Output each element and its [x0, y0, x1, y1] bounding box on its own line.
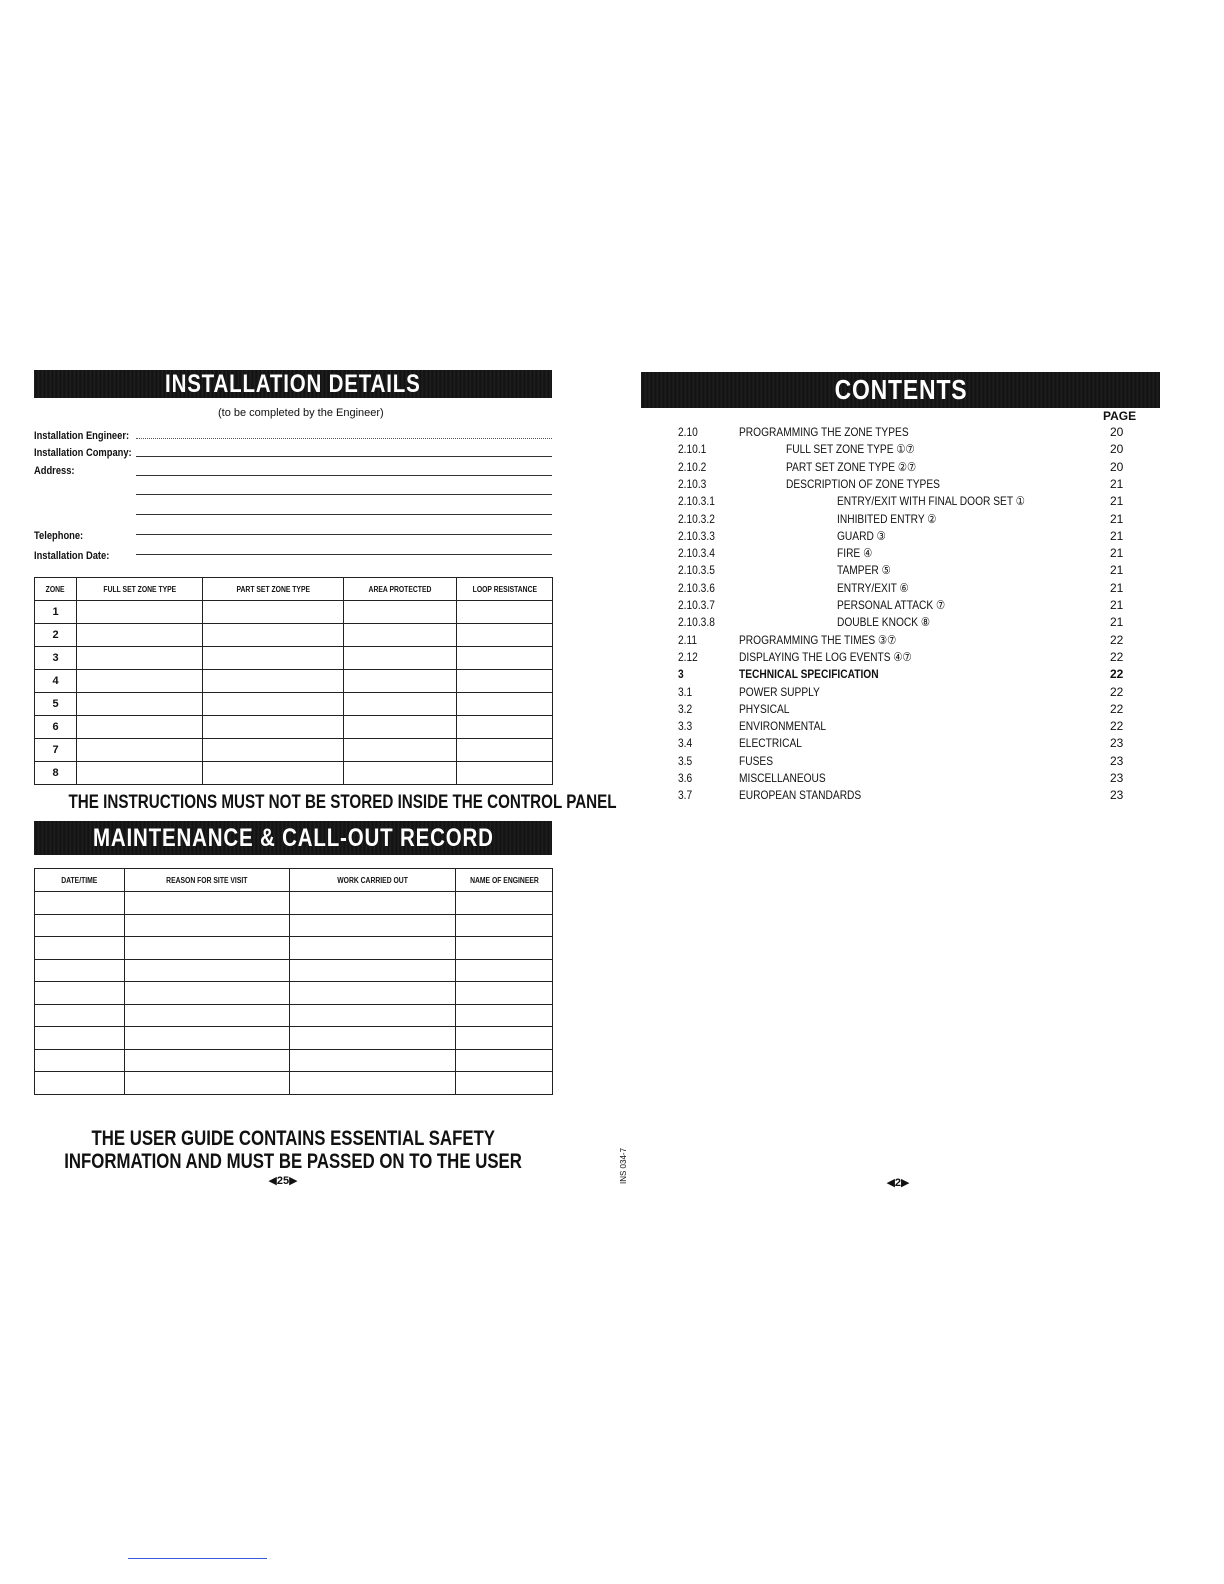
- engineer-name-cell[interactable]: [456, 1072, 553, 1095]
- maintenance-table-header: [35, 869, 553, 892]
- entry-page: 21: [1110, 494, 1124, 509]
- zone-number: 6: [35, 716, 77, 739]
- entry-page: 23: [1110, 736, 1124, 751]
- storage-notice: THE INSTRUCTIONS MUST NOT BE STORED INSIDE THE CONTROL PANEL: [68, 792, 617, 813]
- entry-page: 22: [1110, 719, 1124, 734]
- entry-number: 2.10.3.3: [678, 528, 715, 543]
- date-time-cell[interactable]: [35, 1027, 125, 1050]
- zone-number: 8: [35, 762, 77, 785]
- contents-title: CONTENTS: [834, 374, 967, 405]
- entry-number: 3.2: [678, 701, 693, 716]
- reason-cell[interactable]: [125, 1004, 290, 1027]
- maintenance-row: [35, 914, 553, 937]
- entry-number: 2.10.3.2: [678, 511, 715, 526]
- entry-title: TECHNICAL SPECIFICATION: [739, 667, 879, 682]
- reason-cell[interactable]: [125, 892, 290, 915]
- entry-number: 3.6: [678, 771, 693, 785]
- part-set-zone-type-header: PART SET ZONE TYPE: [203, 578, 344, 601]
- entry-title: ENVIRONMENTAL: [739, 719, 827, 734]
- entry-number: 2.10.2: [678, 459, 707, 474]
- entry-page: 21: [1110, 546, 1124, 561]
- full-set-zone-type-header: FULL SET ZONE TYPE: [77, 578, 203, 601]
- maintenance-table: [34, 868, 553, 1095]
- contents-banner: [641, 372, 1160, 408]
- work-carried-out-cell[interactable]: [290, 937, 456, 960]
- maintenance-row: [35, 1027, 553, 1050]
- entry-page: 22: [1110, 667, 1124, 682]
- entry-title: DOUBLE KNOCK ⑧: [837, 615, 931, 630]
- contents-entry: [0, 702, 1224, 719]
- reason-cell[interactable]: [125, 937, 290, 960]
- entry-page: 20: [1110, 425, 1124, 439]
- entry-number: 2.10.3.1: [678, 494, 715, 509]
- entry-number: 2.10.3.5: [678, 563, 715, 578]
- entry-page: 23: [1110, 788, 1124, 803]
- entry-page: 21: [1110, 511, 1124, 526]
- contents-entry: [0, 650, 1224, 667]
- entry-title: ENTRY/EXIT ⑥: [837, 580, 909, 595]
- document-reference: INS 034-7: [619, 1147, 628, 1184]
- reason-cell[interactable]: [125, 982, 290, 1005]
- maintenance-row: [35, 1049, 553, 1072]
- entry-title: DESCRIPTION OF ZONE TYPES: [786, 476, 940, 491]
- installation-date-label: Installation Date:: [34, 550, 110, 562]
- date-time-cell[interactable]: [35, 1072, 125, 1095]
- installation-subtitle: (to be completed by the Engineer): [218, 407, 384, 419]
- contents-entry: [0, 425, 1224, 442]
- contents-entry: [0, 719, 1224, 736]
- entry-title: PART SET ZONE TYPE ②⑦: [786, 459, 917, 474]
- zone-number: 1: [35, 601, 77, 624]
- entry-number: 2.10.3.6: [678, 580, 715, 595]
- engineer-name-cell[interactable]: [456, 1049, 553, 1072]
- safety-notice-line-2: INFORMATION AND MUST BE PASSED ON TO THE USER: [64, 1150, 522, 1173]
- contents-entry: [0, 546, 1224, 563]
- work-carried-out-header: WORK CARRIED OUT: [290, 869, 456, 892]
- entry-page: 20: [1110, 442, 1124, 457]
- contents-entry: [0, 736, 1224, 753]
- installation-engineer-label: Installation Engineer:: [34, 430, 130, 442]
- contents-entry: [0, 563, 1224, 580]
- zone-number: 7: [35, 739, 77, 762]
- entry-number: 2.10.3: [678, 476, 707, 491]
- entry-page: 21: [1110, 476, 1124, 491]
- date-time-cell[interactable]: [35, 982, 125, 1005]
- reason-cell[interactable]: [125, 914, 290, 937]
- contents-entry: [0, 529, 1224, 546]
- maintenance-row: [35, 982, 553, 1005]
- zone-number: 5: [35, 693, 77, 716]
- engineer-name-cell[interactable]: [456, 1027, 553, 1050]
- maintenance-row: [35, 1072, 553, 1095]
- work-carried-out-cell[interactable]: [290, 982, 456, 1005]
- entry-number: 3.4: [678, 736, 693, 751]
- maintenance-row: [35, 1004, 553, 1027]
- contents-entry: [0, 460, 1224, 477]
- contents-entry: [0, 581, 1224, 598]
- entry-title: FIRE ④: [837, 546, 873, 561]
- entry-title: FULL SET ZONE TYPE ①⑦: [786, 442, 915, 457]
- date-time-header: DATE/TIME: [35, 869, 125, 892]
- entry-title: PROGRAMMING THE ZONE TYPES: [739, 425, 909, 439]
- engineer-name-header: NAME OF ENGINEER: [456, 869, 553, 892]
- work-carried-out-cell[interactable]: [290, 1049, 456, 1072]
- contents-entry: [0, 771, 1224, 788]
- date-time-cell[interactable]: [35, 1049, 125, 1072]
- work-carried-out-cell[interactable]: [290, 959, 456, 982]
- address-label: Address:: [34, 465, 75, 477]
- work-carried-out-cell[interactable]: [290, 892, 456, 915]
- contents-entry: [0, 512, 1224, 529]
- entry-number: 2.10.3.4: [678, 546, 715, 561]
- maintenance-banner: [34, 821, 552, 855]
- entry-number: 2.10: [678, 425, 698, 439]
- engineer-name-cell[interactable]: [456, 914, 553, 937]
- entry-page: 22: [1110, 701, 1124, 716]
- work-carried-out-cell[interactable]: [290, 1072, 456, 1095]
- entry-number: 2.12: [678, 649, 698, 664]
- entry-title: TAMPER ⑤: [837, 563, 891, 578]
- contents-entry: [0, 477, 1224, 494]
- entry-title: MISCELLANEOUS: [739, 771, 826, 785]
- entry-title: PHYSICAL: [739, 701, 790, 716]
- zone-number: 2: [35, 624, 77, 647]
- entry-title: PERSONAL ATTACK ⑦: [837, 598, 946, 612]
- reason-cell[interactable]: [125, 1049, 290, 1072]
- entry-title: INHIBITED ENTRY ②: [837, 511, 937, 526]
- entry-title: GUARD ③: [837, 528, 886, 543]
- contents-entry: [0, 615, 1224, 632]
- contents-entry: [0, 442, 1224, 459]
- entry-number: 3.7: [678, 788, 693, 803]
- entry-page: 22: [1110, 632, 1124, 647]
- entry-page: 22: [1110, 684, 1124, 699]
- work-carried-out-cell[interactable]: [290, 1027, 456, 1050]
- entry-page: 23: [1110, 771, 1124, 785]
- area-protected-header: AREA PROTECTED: [344, 578, 457, 601]
- installation-details-title: INSTALLATION DETAILS: [165, 370, 421, 398]
- entry-number: 2.10.3.8: [678, 615, 715, 630]
- installation-company-label: Installation Company:: [34, 447, 132, 459]
- installation-details-banner: [34, 370, 552, 398]
- entry-number: 3.1: [678, 684, 693, 699]
- entry-title: FUSES: [739, 753, 774, 768]
- right-page-number: ◀2▶: [886, 1177, 910, 1189]
- entry-title: ELECTRICAL: [739, 736, 802, 751]
- maintenance-title: MAINTENANCE & CALL-OUT RECORD: [92, 824, 494, 852]
- date-time-cell[interactable]: [35, 914, 125, 937]
- contents-entry: [0, 598, 1224, 615]
- contents-entry: [0, 685, 1224, 702]
- entry-page: 21: [1110, 563, 1124, 578]
- entry-title: POWER SUPPLY: [739, 684, 820, 699]
- zone-number: 3: [35, 647, 77, 670]
- date-time-cell[interactable]: [35, 892, 125, 915]
- reason-cell[interactable]: [125, 959, 290, 982]
- zone-header: ZONE: [35, 578, 77, 601]
- loop-resistance-header: LOOP RESISTANCE: [457, 578, 553, 601]
- reason-cell[interactable]: [125, 1027, 290, 1050]
- date-time-cell[interactable]: [35, 937, 125, 960]
- engineer-name-cell[interactable]: [456, 937, 553, 960]
- reason-cell[interactable]: [125, 1072, 290, 1095]
- contents-entry: [0, 667, 1224, 684]
- entry-number: 2.10.1: [678, 442, 707, 457]
- safety-notice-line-1: THE USER GUIDE CONTAINS ESSENTIAL SAFETY: [91, 1127, 495, 1150]
- entry-page: 21: [1110, 580, 1124, 595]
- contents-entry: [0, 494, 1224, 511]
- entry-title: EUROPEAN STANDARDS: [739, 788, 862, 803]
- entry-page: 20: [1110, 459, 1124, 474]
- entry-title: ENTRY/EXIT WITH FINAL DOOR SET ①: [837, 494, 1025, 509]
- entry-number: 2.11: [678, 632, 698, 647]
- telephone-label: Telephone:: [34, 530, 84, 542]
- entry-page: 21: [1110, 615, 1124, 630]
- maintenance-row: [35, 937, 553, 960]
- entry-number: 3: [678, 667, 684, 682]
- date-time-cell[interactable]: [35, 959, 125, 982]
- entry-page: 23: [1110, 753, 1124, 768]
- entry-title: DISPLAYING THE LOG EVENTS ④⑦: [739, 649, 912, 664]
- maintenance-row: [35, 959, 553, 982]
- contents-entry: [0, 754, 1224, 771]
- engineer-name-cell[interactable]: [456, 1004, 553, 1027]
- engineer-name-cell[interactable]: [456, 982, 553, 1005]
- page-column-header: PAGE: [1103, 409, 1137, 423]
- zone-number: 4: [35, 670, 77, 693]
- entry-page: 21: [1110, 598, 1124, 612]
- entry-number: 2.10.3.7: [678, 598, 715, 612]
- work-carried-out-cell[interactable]: [290, 914, 456, 937]
- date-time-cell[interactable]: [35, 1004, 125, 1027]
- contents-entry: [0, 633, 1224, 650]
- entry-page: 21: [1110, 528, 1124, 543]
- blue-rule: [128, 1558, 267, 1559]
- left-page-number: ◀25▶: [268, 1175, 298, 1187]
- maintenance-row: [35, 892, 553, 915]
- entry-title: PROGRAMMING THE TIMES ③⑦: [739, 632, 897, 647]
- entry-page: 22: [1110, 649, 1124, 664]
- contents-entry: [0, 788, 1224, 805]
- work-carried-out-cell[interactable]: [290, 1004, 456, 1027]
- engineer-name-cell[interactable]: [456, 892, 553, 915]
- entry-number: 3.5: [678, 753, 693, 768]
- engineer-name-cell[interactable]: [456, 959, 553, 982]
- entry-number: 3.3: [678, 719, 693, 734]
- reason-header: REASON FOR SITE VISIT: [125, 869, 290, 892]
